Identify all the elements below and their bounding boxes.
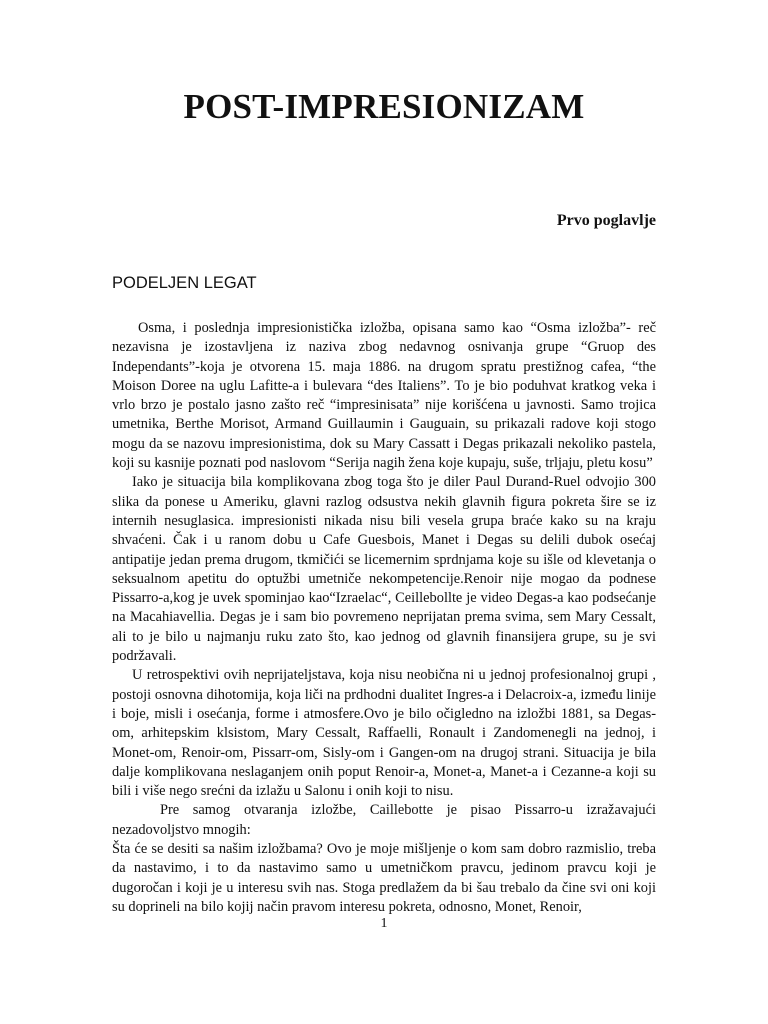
page-number: 1 xyxy=(380,916,388,931)
paragraph: U retrospektivi ovih neprijateljstava, koja nisu neobična ni u jednoj profesionalnoj grupi , postoji osnovna dihotomija, koja liči na prdhodni dualitet Ingres-a i Delacroix-a, između linije i boje, misli i osećanja, forme i atmosfere.Ovo je bilo očigledno na izložbi 1881, sa Degas-om, arhitepskim klsistom, Mary Cessalt, Raffaelli, Ronault i Zandomenegli na jednoj, i Monet-om, Renoir-om, Pissarr-om, Sisly-om i Gangen-om na drugoj strani. Situacija je bila dalje komplikovana neslaganjem onih poput Renoir-a, Monet-a, Manet-a i Cezanne-a koji su bili i više nego srećni da izlažu u Salonu i onih koji to nisu. xyxy=(112,667,656,800)
document-title: POST-IMPRESIONIZAM xyxy=(183,87,585,126)
chapter-label: Prvo poglavlje xyxy=(556,212,656,229)
section-heading: PODELJEN LEGAT xyxy=(112,274,257,292)
paragraph: Iako je situacija bila komplikovana zbog toga što je diler Paul Durand-Ruel odvojio 300 slika da ponese u Ameriku, glavni razlog odsustva nekih glavnih figura pokreta šire se iz internih nesuglasica. impresionisti nikada nisu bili vesela grupa braće kako su na kraju shvaćeni. Čak i u ranom dobu u Cafe Guesbois, Manet i Degas su delili dubok osećaj antipatije jedan prema drugom, tkmičići se licemernim sprdnjama koje su išle od klevetanja o seksualnom apetitu do optužbi umetniče nekompetencije.Renoir nije mogao da podnese Pissarro-a,kog je uvek spominjao kao“Izraelac“, Ceillebollte je video Degas-a kao podsećanje na Macahiavellia. Degas je i sam bio povremeno neprijatan prema svima, sem Mary Cessalt, ali to je bilo u najmanju ruku zato što, kao jednog od glavnih finansijera grupe, su je svi podržavali. xyxy=(112,474,656,665)
body-text xyxy=(112,319,656,917)
paragraph: Pre samog otvaranja izložbe, Caillebotte je pisao Pissarro-u izražavajući nezadovoljstvo mnogih: xyxy=(112,802,656,838)
paragraph: Osma, i poslednja impresionistička izložba, opisana samo kao “Osma izložba”- reč nezavisna je izostavljena iz naziva zbog nedavnog osnivanja grupe “Gruop des Independants”-koja je otvorena 15. maja 1886. na drugom spratu prestižnog cafea, “the Moison Doree na uglu Lafitte-a i bulevara “des Italiens”. To je bio poduhvat kratkog veka i vrlo brzo je postalo jasno zašto reč “impresinisata” nije korišćena u javnosti. Samo trojica umetnika, Berthe Morisot, Armand Guillaumin i Gauguain, su prikazali radove koji stogo mogu da se nazovu impresionistima, dok su Mary Cassatt i Degas prikazali nekoliko pastela, koji su kasnije poznati pod naslovom “Serija nagih žena koje kupaju, suše, trljaju, pletu kosu” xyxy=(112,320,656,472)
paragraph: Šta će se desiti sa našim izložbama? Ovo je moje mišljenje o kom sam dobro razmislio, treba da nastavimo, i to da nastavimo samo u umetničkom pravcu, jedinom pravcu koji je dugoročan i koji je u interesu svih nas. Stoga predlažem da bi šau trebalo da čine svi oni koji su doprineli na bilo kojij način pravom interesu pokreta, odnosno, Monet, Renoir, xyxy=(112,841,656,915)
